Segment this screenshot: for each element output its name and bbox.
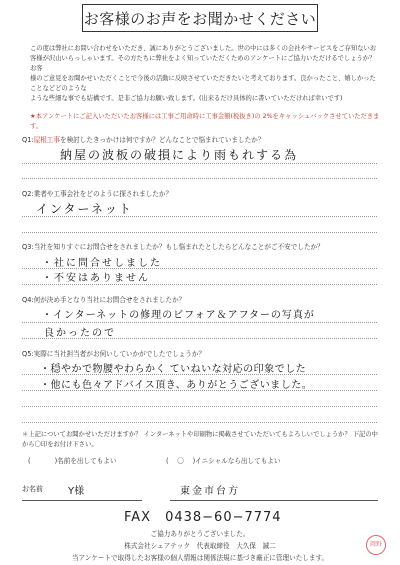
name-label: お名前 xyxy=(22,485,43,493)
answer-line xyxy=(22,374,377,375)
answer-1: 納屋の波板の破損により雨もれする為 xyxy=(60,148,299,162)
question-1-highlight: 屋根工事 xyxy=(33,136,60,144)
intro-line: この度は弊社にお問い合わせをいただき、誠にありがとうございました。世の中には多くの会社やサービスをご存知ないお xyxy=(30,45,377,52)
answer-line xyxy=(22,216,377,217)
fax-number: FAX 0438−60−7774 xyxy=(124,510,282,525)
answer-5b: ・他にも色々アドバイス頂き、ありがとうございました。 xyxy=(40,380,313,391)
answer-4a: ・インターネットの修理のビフォア＆アフターの写真が xyxy=(42,310,315,321)
option-name-ok[interactable]: ( )名前を出してもよい xyxy=(28,457,117,465)
answer-line xyxy=(22,406,377,407)
answer-line xyxy=(22,322,377,323)
seal-stamp: 岡野 xyxy=(366,535,386,555)
question-3: Q3:当社を知りすぐにお問合せをされましたか？もし悩まれたとしたらどんなことがご不安でしたか？ xyxy=(22,243,324,251)
answer-5a: ・穏やかで物腰やわらかく ていねいな対応の印象でした xyxy=(40,364,307,375)
intro-line: 様のご意見をお聞かせいただくことで今後の活動に反映させていただきたいと考えております。良かったこと、嬉しかったことなどどのような xyxy=(30,75,376,92)
address-field[interactable] xyxy=(170,480,378,501)
intro-text xyxy=(30,44,380,104)
question-2: Q2:業者や工事会社をどのように探されましたか？ xyxy=(22,190,173,198)
intro-line: 客様が沢山いらっしゃいます。その方たちに弊社をよく知っていただくためのアンケートにご協力いただけるでしょうか？ お客 xyxy=(30,55,376,72)
answer-line xyxy=(22,390,377,391)
cashback-notice: ★本アンケートにご記入いただいたお客様には工事ご用命時に工事金額(税抜き)の 2%をキャッシュバックさせていただきます。 xyxy=(30,113,380,130)
answer-4b: 良かったので xyxy=(44,328,116,339)
answer-line xyxy=(22,284,377,285)
company-signature: 株式会社シェアテック 代表取締役 大久保 誠二 xyxy=(124,542,276,550)
question-4: Q4:何が決め手となり当社にお問合せをされましたか？ xyxy=(22,296,186,304)
thanks-message: ご協力ありがとうございました。 xyxy=(150,530,250,538)
option-name-ok-label: 名前を出してもよい xyxy=(57,457,117,465)
option-initial-ok-mark: 〇 xyxy=(177,457,184,465)
intro-line: ような些細な事でも結構です。是非ご協力お願い致します。(出来るだけ具体的に書いていただければ幸いです) xyxy=(30,95,343,102)
privacy-notice: 当アンケートで取得したお客様の個人情報は関係法規に基づき厳正に管理いたします。 xyxy=(71,554,329,562)
option-initial-ok-label: イニシャルなら出してもよい xyxy=(195,457,281,465)
answer-3b: ・不安はありません xyxy=(42,273,150,284)
name-value: Y様 xyxy=(68,486,85,497)
page-title: お客様のお声をお聞かせください xyxy=(82,4,318,32)
answer-line xyxy=(22,338,377,339)
name-field[interactable] xyxy=(22,480,142,501)
question-5: Q5:実際に当社担当者がお伺いしていかがでしたでしょうか？ xyxy=(22,350,206,358)
answer-2: インターネット xyxy=(36,202,133,216)
answer-line xyxy=(22,163,377,164)
question-1: Q1:屋根工事を検討したきっかけは何ですか？どんなことで悩まれていましたか？ xyxy=(22,136,265,144)
answer-3a: ・社に問合せしました xyxy=(42,258,162,269)
option-initial-ok[interactable]: ( 〇 )イニシャルなら出してもよい xyxy=(166,457,281,465)
answer-line xyxy=(22,178,377,179)
publish-consent-note: ＊上記についてお聞かせいただけますか？ インターネットや印刷物に掲載させていただいてもよろしいでしょうか？ 下記の中から〇印をお付け下さい。 xyxy=(22,431,378,448)
answer-line xyxy=(22,232,377,233)
address-value: 東金市台方 xyxy=(180,486,240,497)
answer-line xyxy=(22,422,377,423)
